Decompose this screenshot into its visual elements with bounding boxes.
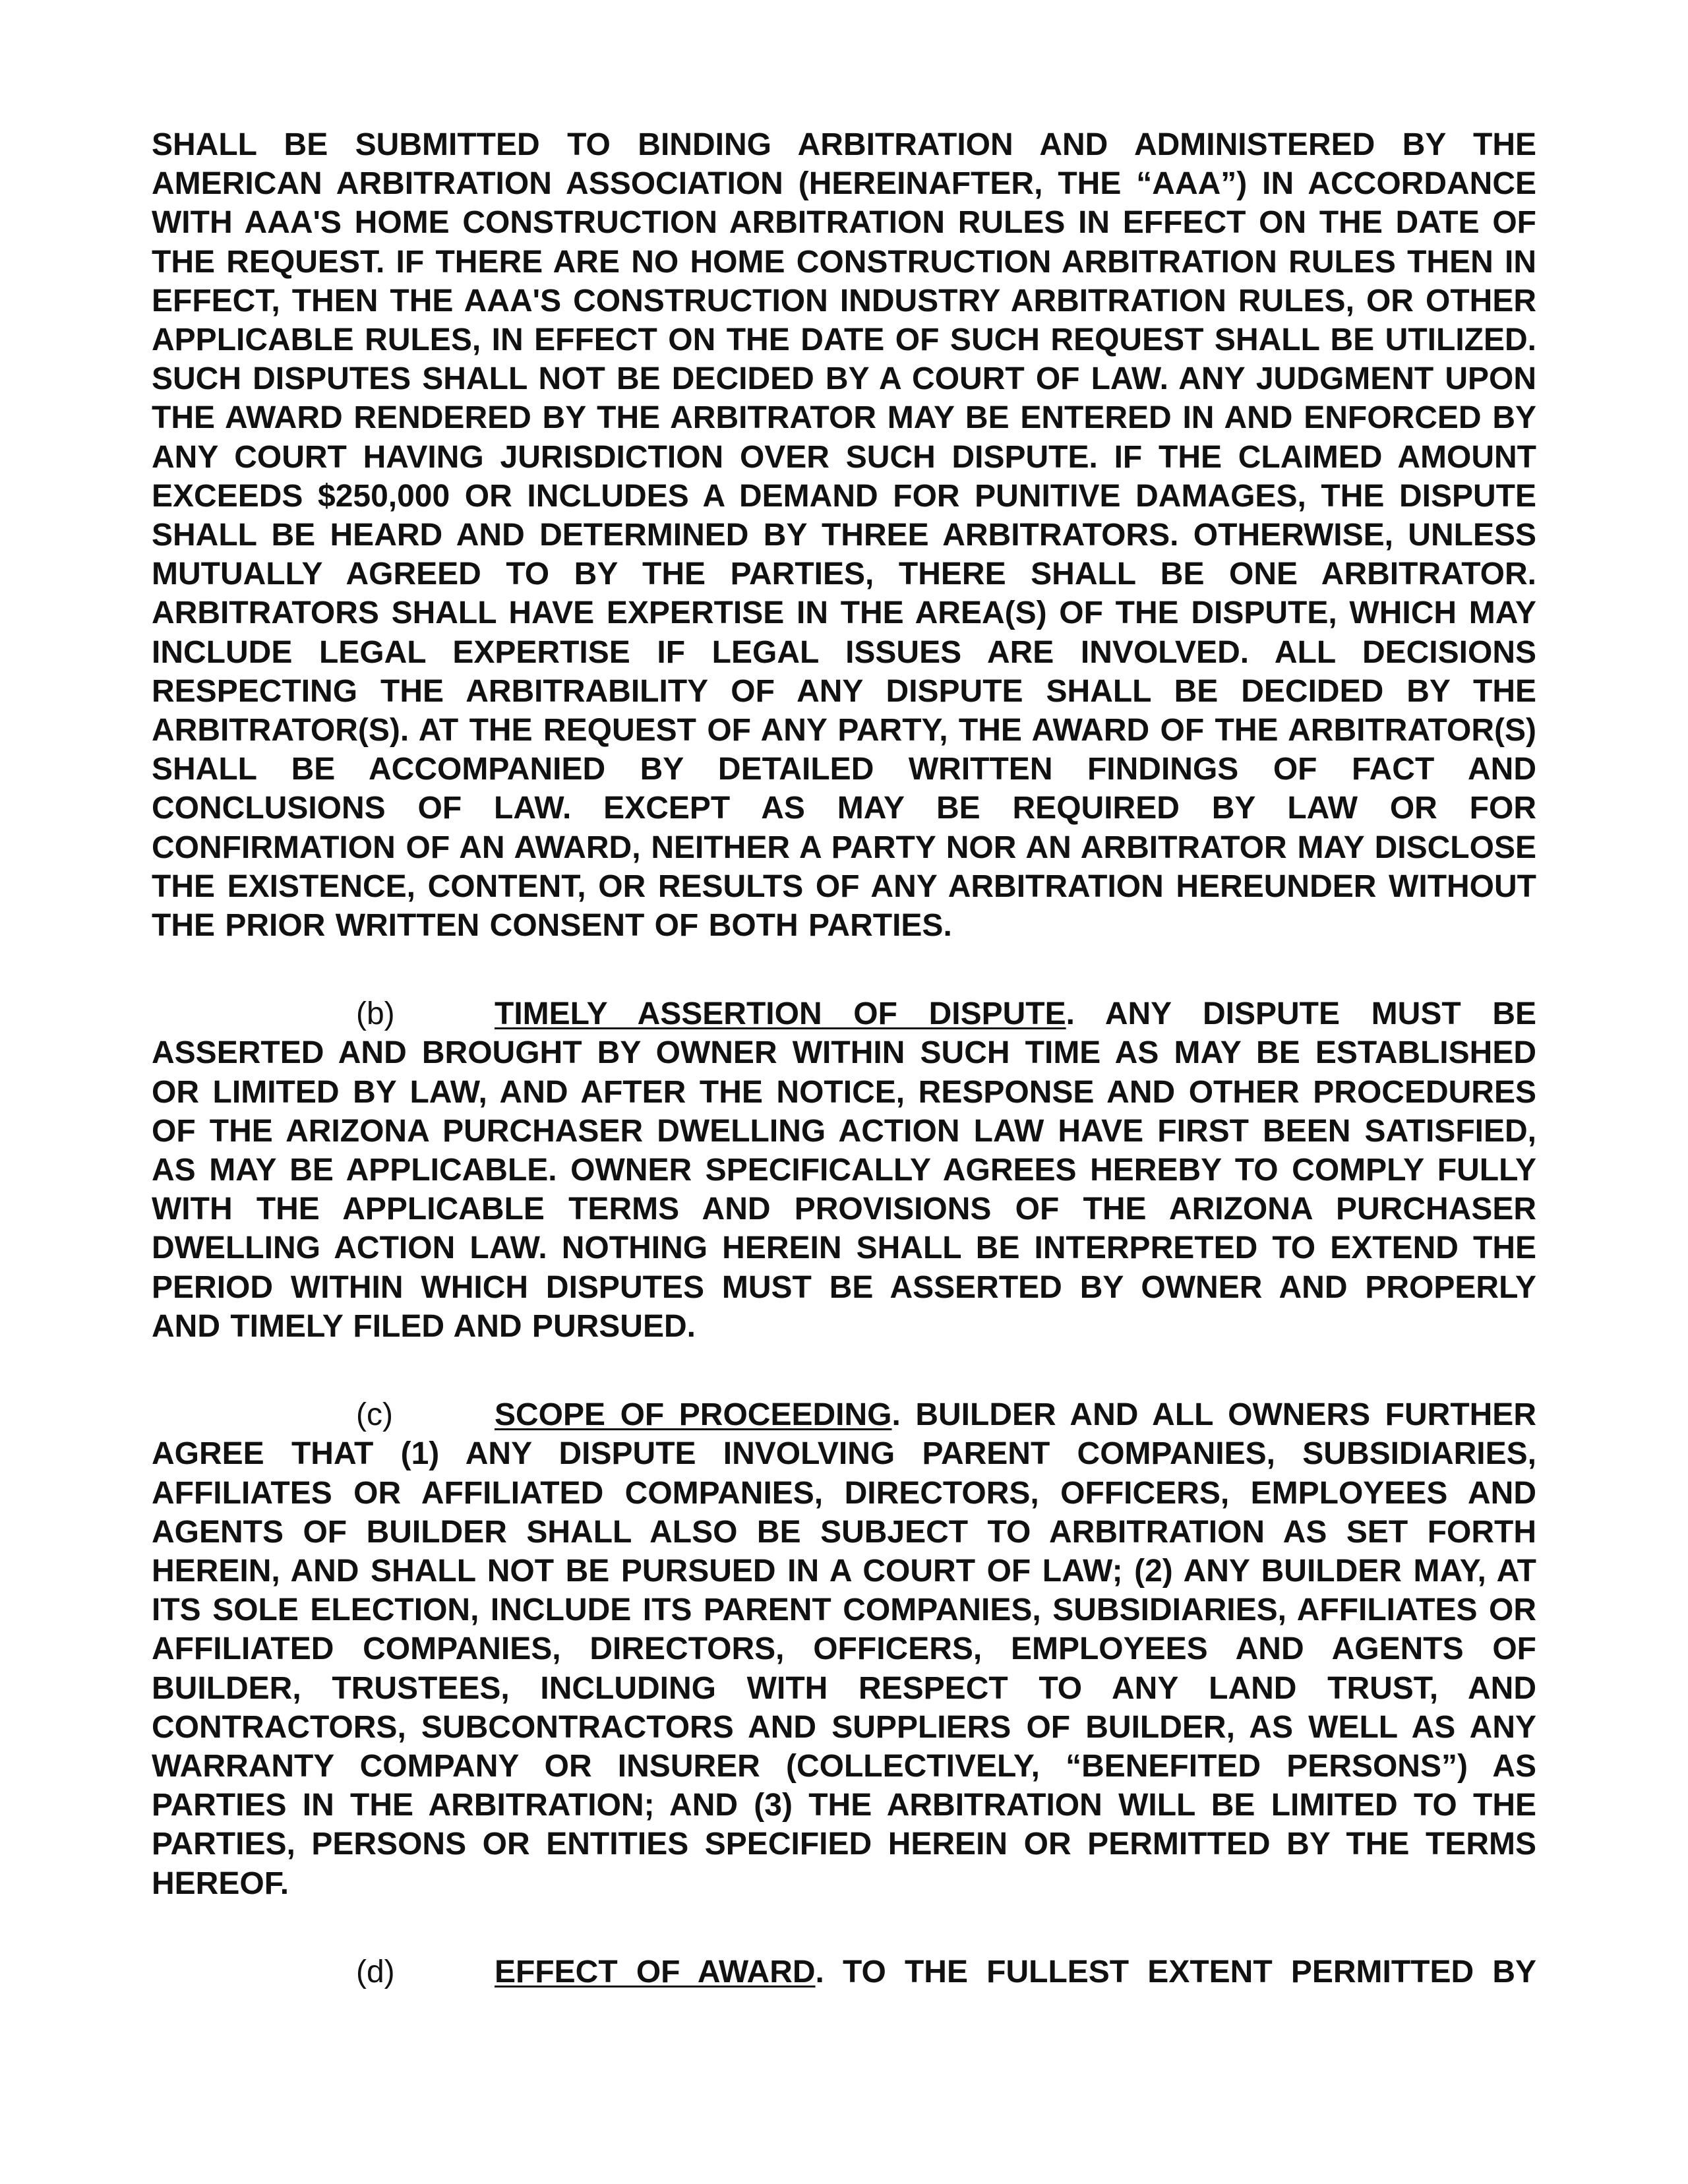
paragraph-d-effect-of-award (152, 1953, 1536, 1991)
paragraph-heading: SCOPE OF PROCEEDING (495, 1397, 892, 1433)
paragraph-text: SHALL BE SUBMITTED TO BINDING ARBITRATION AND ADMINISTERED BY THE AMERICAN ARBITRATION ASSOCIATION (HEREINAFTER, THE “AAA”) IN ACCORDANCE WITH AAA'S HOME CONSTRUCTION ARBITRATION RULES IN EFFECT ON THE DATE OF THE REQUEST. IF THERE ARE NO HOME CONSTRUCTION ARBITRATION RULES THEN IN EFFECT, THEN THE AAA'S CONSTRUCTION INDUSTRY ARBITRATION RULES, OR OTHER APPLICABLE RULES, IN EFFECT ON THE DATE OF SUCH REQUEST SHALL BE UTILIZED. SUCH DISPUTES SHALL NOT BE DECIDED BY A COURT OF LAW. ANY JUDGMENT UPON THE AWARD RENDERED BY THE ARBITRATOR MAY BE ENTERED IN AND ENFORCED BY ANY COURT HAVING JURISDICTION OVER SUCH DISPUTE. IF THE CLAIMED AMOUNT EXCEEDS $250,000 OR INCLUDES A DEMAND FOR PUNITIVE DAMAGES, THE DISPUTE SHALL BE HEARD AND DETERMINED BY THREE ARBITRATORS. OTHERWISE, UNLESS MUTUALLY AGREED TO BY THE PARTIES, THERE SHALL BE ONE ARBITRATOR. ARBITRATORS SHALL HAVE EXPERTISE IN THE AREA(S) OF THE DISPUTE, WHICH MAY INCLUDE LEGAL EXPERTISE IF LEGAL ISSUES ARE INVOLVED. ALL DECISIONS RESPECTING THE ARBITRABILITY OF ANY DISPUTE SHALL BE DECIDED BY THE ARBITRATOR(S). AT THE REQUEST OF ANY PARTY, THE AWARD OF THE ARBITRATOR(S) SHALL BE ACCOMPANIED BY DETAILED WRITTEN FINDINGS OF FACT AND CONCLUSIONS OF LAW. EXCEPT AS MAY BE REQUIRED BY LAW OR FOR CONFIRMATION OF AN AWARD, NEITHER A PARTY NOR AN ARBITRATOR MAY DISCLOSE THE EXISTENCE, CONTENT, OR RESULTS OF ANY ARBITRATION HEREUNDER WITHOUT THE PRIOR WRITTEN CONSENT OF BOTH PARTIES. (152, 127, 1536, 944)
paragraph-heading: TIMELY ASSERTION OF DISPUTE (495, 996, 1066, 1032)
paragraph-c-scope-of-proceeding (152, 1395, 1536, 1903)
paragraph-text: . BUILDER AND ALL OWNERS FURTHER AGREE THAT (1) ANY DISPUTE INVOLVING PARENT COMPANIES, SUBSIDIARIES, AFFILIATES OR AFFILIATED COMPANIES, DIRECTORS, OFFICERS, EMPLOYEES AND AGENTS OF BUILDER SHALL ALSO BE SUBJECT TO ARBITRATION AS SET FORTH HEREIN, AND SHALL NOT BE PURSUED IN A COURT OF LAW; (2) ANY BUILDER MAY, AT ITS SOLE ELECTION, INCLUDE ITS PARENT COMPANIES, SUBSIDIARIES, AFFILIATES OR AFFILIATED COMPANIES, DIRECTORS, OFFICERS, EMPLOYEES AND AGENTS OF BUILDER, TRUSTEES, INCLUDING WITH RESPECT TO ANY LAND TRUST, AND CONTRACTORS, SUBCONTRACTORS AND SUPPLIERS OF BUILDER, AS WELL AS ANY WARRANTY COMPANY OR INSURER (COLLECTIVELY, “BENEFITED PERSONS”) AS PARTIES IN THE ARBITRATION; AND (3) THE ARBITRATION WILL BE LIMITED TO THE PARTIES, PERSONS OR ENTITIES SPECIFIED HEREIN OR PERMITTED BY THE TERMS HEREOF. (152, 1397, 1536, 1901)
paragraph-text: . TO THE FULLEST EXTENT PERMITTED BY (815, 1954, 1536, 1989)
document-page (152, 125, 1536, 1991)
paragraph-text: . ANY DISPUTE MUST BE ASSERTED AND BROUGHT BY OWNER WITHIN SUCH TIME AS MAY BE ESTABLISHED OR LIMITED BY LAW, AND AFTER THE NOTICE, RESPONSE AND OTHER PROCEDURES OF THE ARIZONA PURCHASER DWELLING ACTION LAW HAVE FIRST BEEN SATISFIED, AS MAY BE APPLICABLE. OWNER SPECIFICALLY AGREES HEREBY TO COMPLY FULLY WITH THE APPLICABLE TERMS AND PROVISIONS OF THE ARIZONA PURCHASER DWELLING ACTION LAW. NOTHING HEREIN SHALL BE INTERPRETED TO EXTEND THE PERIOD WITHIN WHICH DISPUTES MUST BE ASSERTED BY OWNER AND PROPERLY AND TIMELY FILED AND PURSUED. (152, 996, 1536, 1344)
paragraph-arbitration-continued (152, 125, 1536, 945)
paragraph-marker: (c) (356, 1397, 393, 1433)
paragraph-marker: (d) (356, 1954, 395, 1989)
paragraph-marker: (b) (356, 996, 395, 1032)
paragraph-heading: EFFECT OF AWARD (495, 1954, 816, 1989)
paragraph-b-timely-assertion (152, 994, 1536, 1346)
